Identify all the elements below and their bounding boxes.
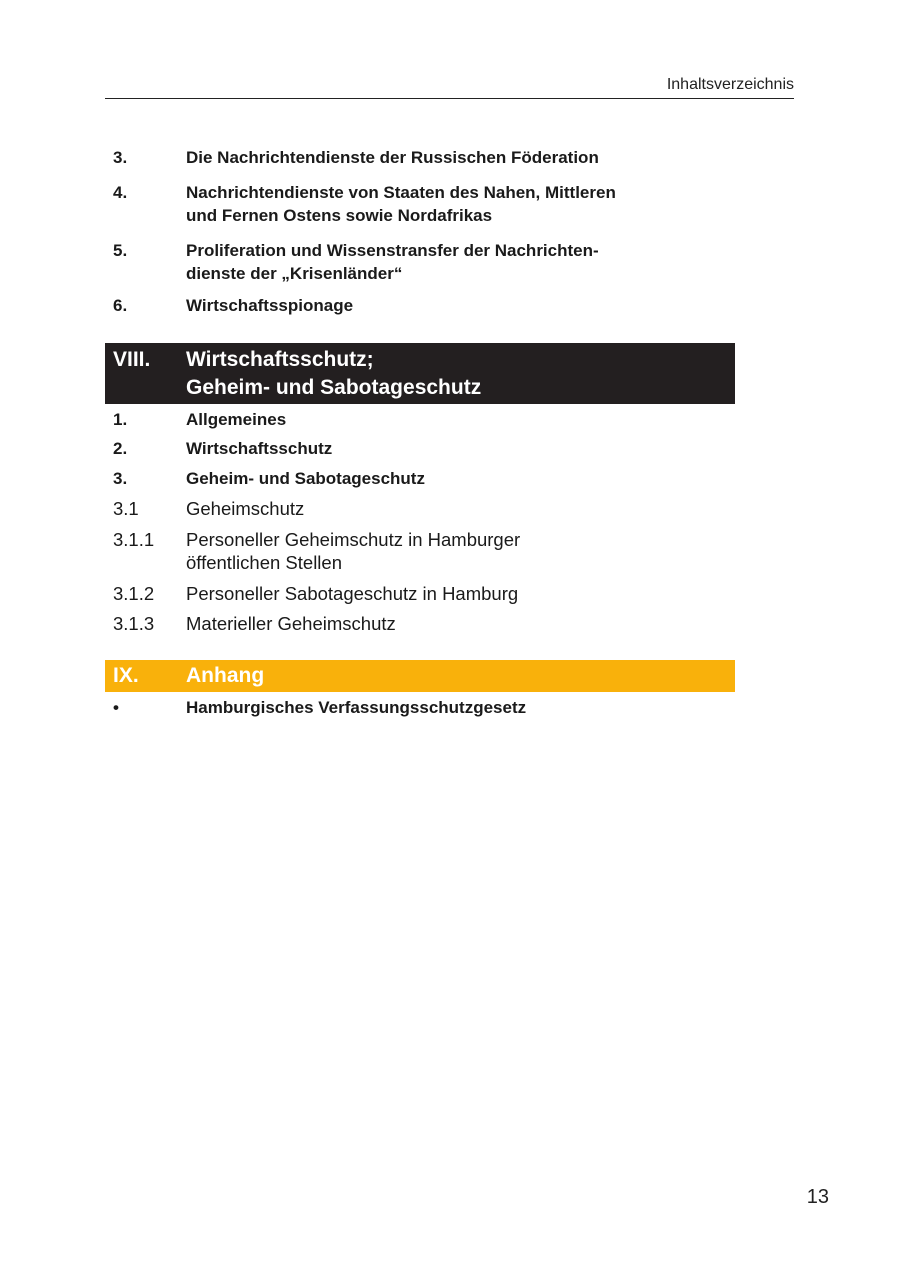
toc-entry-number: 4.	[113, 183, 128, 202]
toc-entry-number: 2.	[113, 439, 128, 458]
toc-entry-number: 5.	[113, 241, 128, 260]
toc-entry-9-bullet[interactable]	[113, 696, 733, 719]
section-number: IX.	[113, 664, 139, 687]
toc-entry-8-2[interactable]	[113, 437, 733, 460]
toc-entry-number: 3.	[113, 148, 128, 167]
toc-entry-8-3-1-2[interactable]	[113, 582, 733, 605]
section-heading-viii[interactable]	[105, 343, 735, 404]
toc-entry-title-line2: dienste der „Krisenländer“	[186, 264, 403, 283]
toc-entry-number: 1.	[113, 410, 128, 429]
toc-entry-number: 6.	[113, 296, 128, 315]
toc-entry-7-5[interactable]	[113, 239, 733, 285]
toc-entry-title: Geheim- und Sabotageschutz	[186, 469, 425, 488]
toc-entry-title-line2: öffentlichen Stellen	[186, 552, 342, 573]
toc-entry-title: Personeller Sabotageschutz in Hamburg	[186, 583, 519, 604]
toc-entry-title	[186, 239, 733, 285]
toc-entry-7-3[interactable]	[113, 146, 733, 169]
toc-entry-8-3-1-1[interactable]	[113, 528, 733, 574]
toc-entry-title-line1: Nachrichtendienste von Staaten des Nahen, Mittleren	[186, 183, 616, 202]
toc-entry-title	[186, 181, 733, 227]
toc-entry-number: 3.1	[113, 498, 139, 519]
toc-entry-8-3-1-3[interactable]	[113, 612, 733, 635]
toc-entry-8-3[interactable]	[113, 467, 733, 490]
toc-entry-title: Wirtschaftsspionage	[186, 296, 354, 315]
toc-entry-title	[186, 528, 733, 574]
toc-entry-title: Allgemeines	[186, 410, 287, 429]
toc-entry-8-1[interactable]	[113, 408, 733, 431]
section-number: VIII.	[113, 348, 151, 371]
toc-entry-title: Materieller Geheimschutz	[186, 613, 396, 634]
toc-entry-title-line1: Personeller Geheimschutz in Hamburger	[186, 529, 521, 550]
section-title-line2: Geheim- und Sabotageschutz	[186, 376, 482, 399]
toc-entry-8-3-1[interactable]	[113, 497, 733, 520]
section-title	[186, 346, 735, 402]
toc-entry-title-line1: Proliferation und Wissenstransfer der Nachrichten-	[186, 241, 599, 260]
header-rule	[105, 98, 794, 99]
toc-entry-number: 3.1.2	[113, 583, 155, 604]
section-heading-ix[interactable]	[105, 660, 735, 692]
toc-entry-7-4[interactable]	[113, 181, 733, 227]
page-number: 13	[806, 1186, 829, 1208]
toc-entry-title: Hamburgisches Verfassungsschutzgesetz	[186, 698, 527, 717]
section-title: Anhang	[186, 664, 265, 687]
bullet-icon: •	[113, 698, 119, 717]
toc-entry-title: Wirtschaftsschutz	[186, 439, 333, 458]
toc-entry-number: 3.	[113, 469, 128, 488]
toc-entry-7-6[interactable]	[113, 294, 733, 317]
toc-entry-number: 3.1.3	[113, 613, 155, 634]
toc-entry-title: Die Nachrichtendienste der Russischen Föderation	[186, 148, 599, 167]
toc-entry-number: 3.1.1	[113, 529, 155, 550]
toc-entry-title-line2: und Fernen Ostens sowie Nordafrikas	[186, 206, 493, 225]
running-header: Inhaltsverzeichnis	[666, 76, 794, 93]
section-title-line1: Wirtschaftsschutz;	[186, 348, 374, 371]
toc-entry-title: Geheimschutz	[186, 498, 305, 519]
